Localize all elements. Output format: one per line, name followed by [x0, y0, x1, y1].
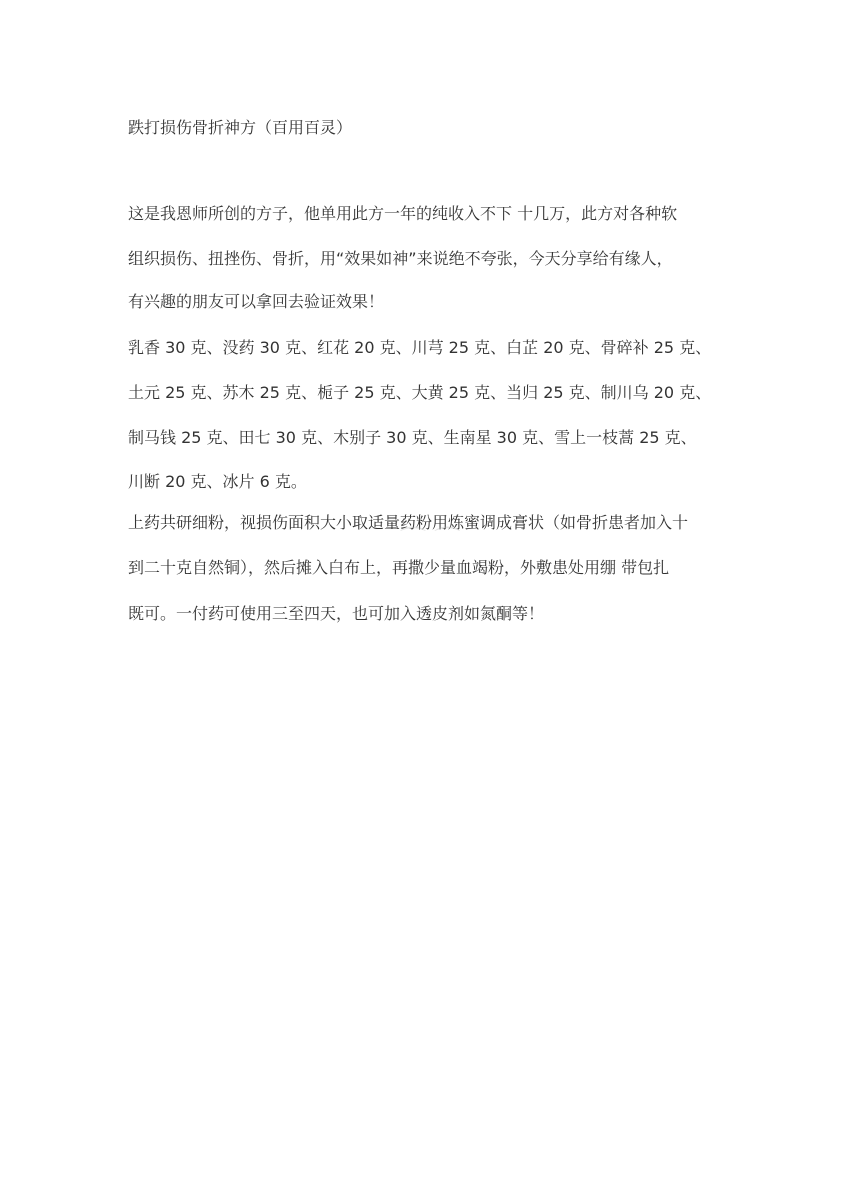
- watermark-faint: ⌒ ⌒: [400, 526, 461, 556]
- intro-line: 组织损伤、扭挫伤、骨折，用“效果如神”来说绝不夸张，今天分享给有缘人，: [128, 249, 673, 268]
- ingredient-line: 制马钱 25 克、田七 30 克、木别子 30 克、生南星 30 克、雪上一枝蒿 25 克、: [128, 428, 697, 447]
- ingredient-line: 川断 20 克、冰片 6 克。: [128, 472, 307, 491]
- usage-line: 上药共研细粉，视损伤面积大小取适量药粉用炼蜜调成膏状（如骨折患者加入十: [128, 513, 689, 532]
- document-title: 跌打损伤骨折神方（百用百灵）: [128, 118, 353, 137]
- usage-line: 既可。一付药可使用三至四天，也可加入透皮剂如氮酮等！: [128, 604, 545, 623]
- ingredient-line: 乳香 30 克、没药 30 克、红花 20 克、川芎 25 克、白芷 20 克、骨碎补 25 克、: [128, 338, 712, 357]
- usage-line: 到二十克自然铜），然后摊入白布上，再撒少量血竭粉，外敷患处用绷 带包扎: [128, 558, 670, 577]
- intro-line: 有兴趣的朋友可以拿回去验证效果！: [128, 292, 385, 311]
- ingredient-line: 土元 25 克、苏木 25 克、栀子 25 克、大黄 25 克、当归 25 克、制川乌 20 克、: [128, 383, 712, 402]
- intro-line: 这是我恩师所创的方子，他单用此方一年的纯收入不下 十几万，此方对各种软: [128, 204, 678, 223]
